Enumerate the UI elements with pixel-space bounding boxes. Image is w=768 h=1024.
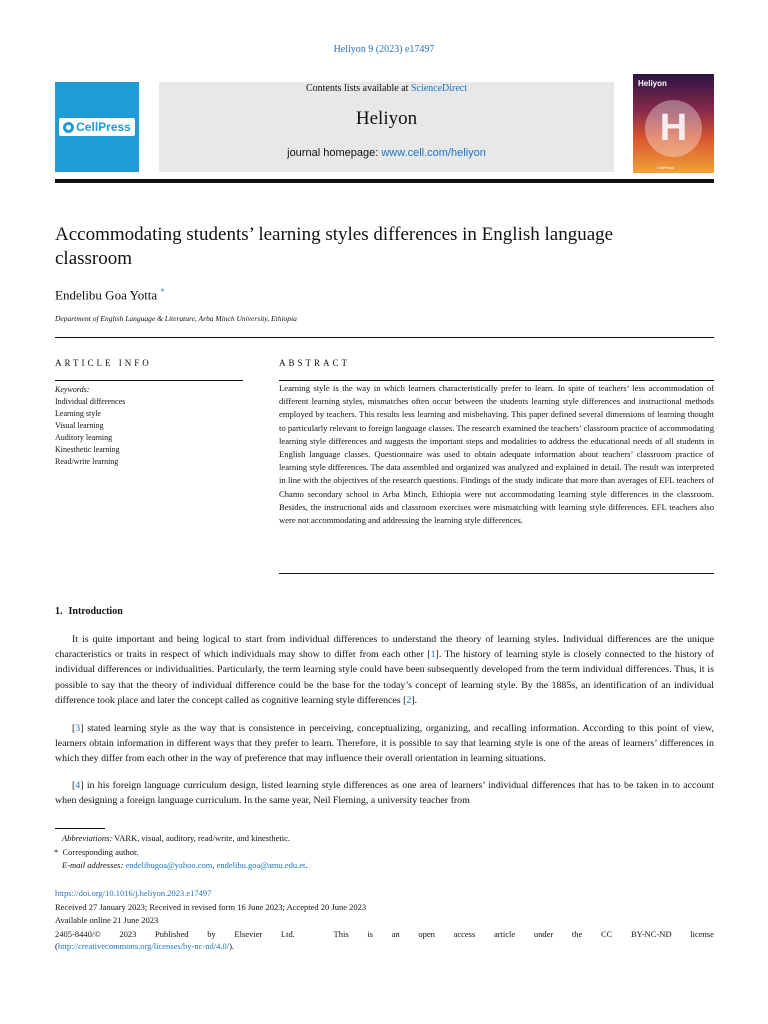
affiliation: Department of English Language & Literature, Arba Minch University, Ethiopia [55, 314, 297, 323]
intro-paragraph-2: [3] stated learning style as the way that is consistence in perceiving, conceptualizing, organizing, and recalling information. According to this point of view, learners obtain information in different ways that they prefer to learn. Therefore, it is possible to say that learning style is one of the areas of learners’ differences in which they differ from each other in the way of preference that may influence their overall orientation in learning situations. [55, 723, 714, 765]
footnote-corresponding: * Corresponding author. [54, 846, 139, 857]
author-line [55, 287, 164, 303]
section-number: 1. [55, 606, 63, 617]
footnote-emails: E-mail addresses: endelibugoa@yahoo.com, endelibu.goa@amu.edu.et. [62, 860, 308, 870]
license-url-line: (http://creativecommons.org/licenses/by-nc-nd/4.0/). [55, 941, 235, 951]
abstract-top-divider [279, 380, 714, 381]
footnotes [54, 832, 308, 873]
citation-link[interactable]: 1 [430, 649, 436, 661]
available-online: Available online 21 June 2023 [55, 915, 159, 925]
footnote-divider [55, 828, 105, 829]
sciencedirect-link[interactable]: ScienceDirect [410, 83, 468, 94]
cover-title: Heliyon [638, 79, 667, 88]
cover-letter: H [659, 107, 688, 149]
keyword-item: Read/write learning [55, 457, 119, 466]
section-heading-introduction [55, 606, 129, 617]
abstract-text: Learning style is the way in which learners characteristically prefer to learn. In spite of teachers’ less accommodation of different learning styles, mismatches often occur between the students learning style differences and instructional methods employed by teachers. This results less learning and misbehaving. This paper defined several dimensions of learning thought to particularly relevant to foreign language classes. The research examined the teachers’ classroom practice of accommodating learning style differences and suggests the important steps and modalities to address the educational needs of all students in English language classes. Questionnaire was used to obtain adequate information about teachers’ classroom practice of learning style differences. The data assembled and organized was analyzed and explained in detail. The result was interpreted in line with the objectives of the research questions. Findings of the study indicate that more than averages of EFL teachers of Chamo secondary school in Arba Minch, Ethiopia were not accommodating learning style differences in the classroom. Besides, the instructional aids and classroom exercises were mismatching with learning style differences. EFL teachers also were not accommodating and addressing the learning style differences. [279, 383, 714, 526]
article-title: Accommodating students’ learning styles differences in English language classroom [55, 224, 614, 269]
cover-emblem [645, 100, 702, 157]
article-info-heading: ARTICLE INFO [55, 358, 152, 368]
license-link[interactable]: http://creativecommons.org/licenses/by-nc-nd/4.0/ [57, 941, 230, 951]
keyword-item: Kinesthetic learning [55, 445, 120, 454]
author-name: Endelibu Goa Yotta [55, 287, 158, 303]
keyword-item: Visual learning [55, 421, 104, 430]
journal-reference[interactable]: Heliyon 9 (2023) e17497 [333, 44, 435, 55]
cover-brand: CellPress [657, 165, 675, 170]
received-dates: Received 27 January 2023; Received in revised form 16 June 2023; Accepted 20 June 2023 [55, 902, 367, 912]
keyword-item: Auditory learning [55, 433, 113, 442]
journal-header [159, 82, 614, 172]
journal-cover [633, 74, 714, 173]
keyword-item: Individual differences [55, 397, 126, 406]
journal-title: Heliyon [355, 108, 418, 129]
homepage-link[interactable]: www.cell.com/heliyon [381, 147, 486, 159]
doi-link[interactable]: https://doi.org/10.1016/j.heliyon.2023.e17497 [55, 888, 212, 898]
citation-link[interactable]: 2 [406, 694, 412, 706]
corresponding-author-mark[interactable]: * [160, 287, 165, 296]
section-title: Introduction [68, 606, 123, 617]
abstract-bottom-divider [279, 573, 714, 574]
license-line: 2405-8440/© 2023 Published by Elsevier Ltd. This is an open access article under the CC BY-NC-ND license [55, 929, 714, 939]
abstract-heading: ABSTRACT [279, 358, 351, 368]
affiliation-divider [55, 337, 714, 338]
footnote-abbreviations: Abbreviations: VARK, visual, auditory, read/write, and kinesthetic. [62, 833, 291, 843]
citation-link[interactable]: 4 [75, 780, 81, 791]
homepage-line: journal homepage: www.cell.com/heliyon [287, 147, 486, 159]
citation-link[interactable]: 3 [75, 723, 81, 734]
keyword-item: Learning style [55, 409, 101, 418]
email-link[interactable]: endelibu.goa@amu.edu.et [216, 860, 306, 870]
email-link[interactable]: endelibugoa@yahoo.com [125, 860, 213, 870]
license-statement [55, 928, 714, 952]
publisher-logo [55, 82, 139, 172]
keywords-label: Keywords: [55, 385, 90, 394]
cellpress-badge [59, 118, 135, 136]
cellpress-wordmark: CellPress [76, 120, 131, 134]
contents-line: Contents lists available at ScienceDirect [305, 83, 468, 94]
header-divider [55, 179, 714, 183]
intro-paragraph-3: [4] in his foreign language curriculum design, listed learning style differences as one area of learners’ individual differences that has to be taken in to account when designing a foreign language curriculum. In the same year, Neil Fleming, a university teacher from [55, 780, 714, 807]
cellpress-icon [63, 122, 74, 133]
intro-paragraph-1: It is quite important and being logical to start from individual differences to understand the theory of learning styles. Individual differences are the unique characteristics or traits in respect of which individuals may show to differ from each other [1]. The history of learning style is closely connected to the history of individual differences or individualities. Particularly, the term learning style could have been subsequently developed from the term individual differences. Thus, it is possible to say that the theory of individual difference could be the base for the today’s concept of learning style. By the 1885s, an identification of an individual difference took place and later the concept called as cognitive learning style differences [2]. [55, 634, 714, 706]
article-info-divider [55, 380, 243, 381]
keywords-list [55, 384, 125, 468]
